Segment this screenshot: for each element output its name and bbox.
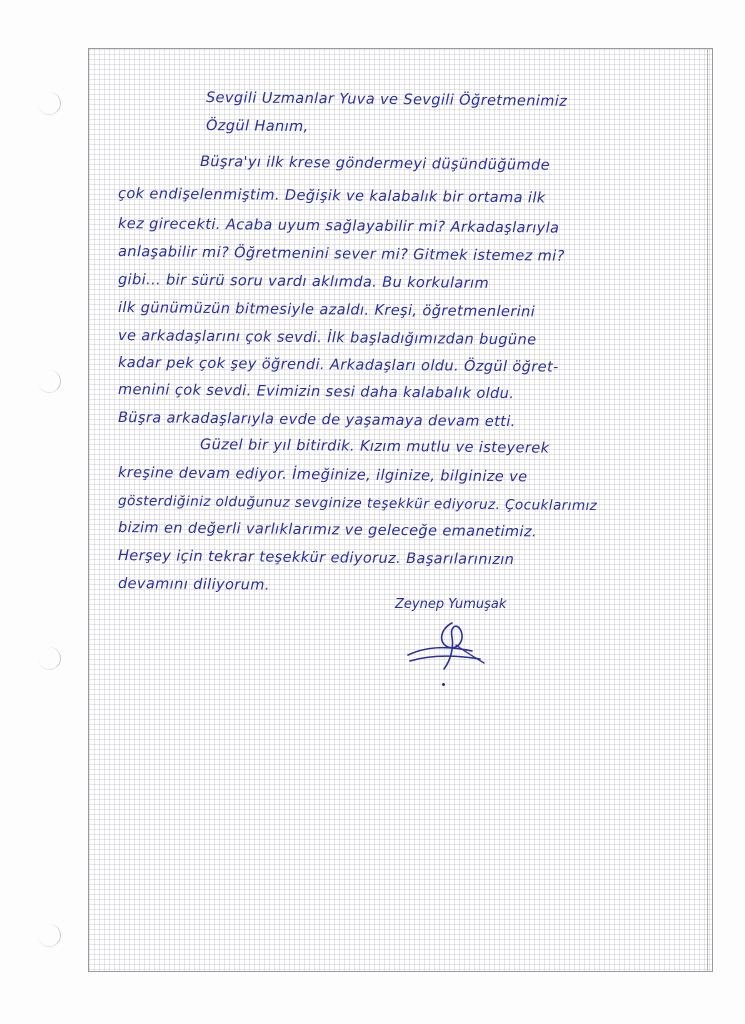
letter-line: bizim en değerli varlıklarımız ve geleceğe emanetimiz. [117, 520, 537, 541]
punch-hole-mark [38, 647, 61, 670]
letter-line: kadar pek çok şey öğrendi. Arkadaşları oldu. Özgül öğret- [117, 355, 559, 376]
punch-hole-mark [38, 924, 61, 947]
letter-line: kreşine devam ediyor. İmeğinize, ilginize, bilginize ve [117, 465, 528, 486]
letter-line: çok endişelenmiştim. Değişik ve kalabalık bir ortama ilk [117, 186, 546, 207]
letter-line: devamını diliyorum. [117, 576, 270, 594]
letter-line: gösterdiğiniz olduğunuz sevginize teşekkür ediyoruz. Çocuklarımız [117, 493, 598, 515]
letter-line: ve arkadaşlarını çok sevdi. İlk başladığımızdan bugüne [117, 328, 537, 349]
salutation-line: Sevgili Uzmanlar Yuva ve Sevgili Öğretmenimiz [205, 90, 568, 110]
sheet-edge-line [707, 48, 708, 972]
punch-hole-mark [38, 370, 61, 393]
letter-line: menini çok sevdi. Evimizin sesi daha kalabalık oldu. [117, 382, 515, 403]
letter-line: Herşey için tekrar teşekkür ediyoruz. Başarılarınızın [117, 548, 515, 569]
salutation-line: Özgül Hanım, [205, 118, 309, 136]
letter-line: Büşra'yı ilk krese göndermeyi düşündüğümde [199, 154, 551, 174]
handwritten-signature [400, 615, 490, 675]
punch-hole-mark [38, 92, 61, 115]
letter-line: kez girecekti. Acaba uyum sağlayabilir mi? Arkadaşlarıyla [117, 216, 560, 237]
letter-line: anlaşabilir mi? Öğretmenini sever mi? Gitmek istemez mi? [117, 244, 565, 265]
letter-line: ilk günümüzün bitmesiyle azaldı. Kreşi, öğretmenlerini [117, 300, 536, 321]
letter-line: Güzel bir yıl bitirdik. Kızım mutlu ve isteyerek [199, 437, 550, 457]
letter-line: Büşra arkadaşlarıyla evde de yaşamaya devam etti. [117, 410, 516, 431]
signature-name: Zeynep Yumuşak [395, 597, 507, 612]
letter-line: gibi... bir sürü soru vardı aklımda. Bu korkularım [117, 272, 490, 292]
ink-dot [442, 683, 445, 686]
